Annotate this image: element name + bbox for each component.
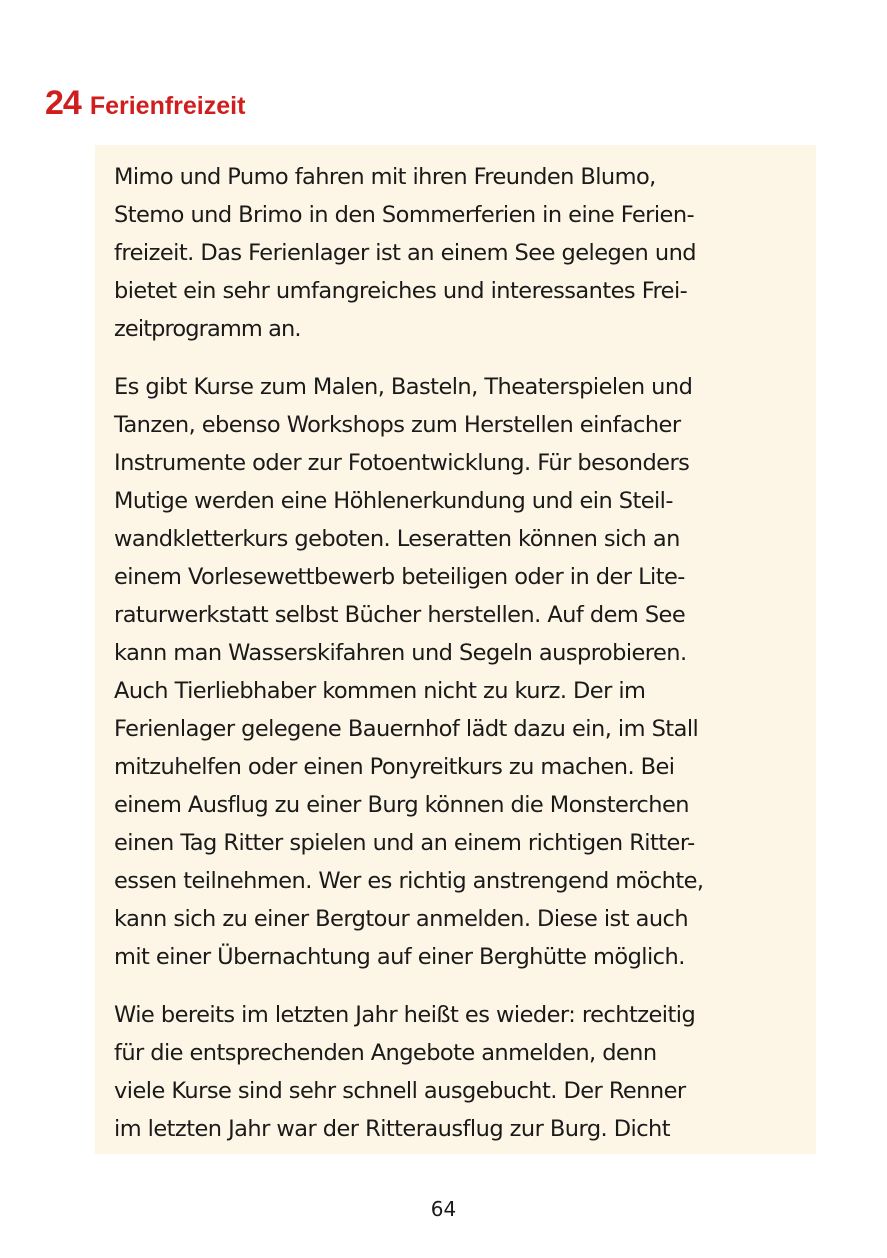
text-line: einen Tag Ritter spielen und an einem richtigen Ritter- — [114, 830, 695, 856]
paragraph-3 — [114, 996, 816, 1148]
text-line: Auch Tierliebhaber kommen nicht zu kurz. Der im — [114, 678, 646, 704]
text-line: einem Ausflug zu einer Burg können die Monsterchen — [114, 792, 689, 818]
section-heading — [45, 84, 245, 123]
text-line: essen teilnehmen. Wer es richtig anstrengend möchte, — [114, 868, 704, 894]
text-line: Instrumente oder zur Fotoentwicklung. Für besonders — [114, 450, 690, 476]
text-line: Es gibt Kurse zum Malen, Basteln, Theaterspielen und — [114, 374, 693, 400]
text-line: viele Kurse sind sehr schnell ausgebucht. Der Renner — [114, 1078, 686, 1104]
text-line: einem Vorlesewettbewerb beteiligen oder in der Lite- — [114, 564, 685, 590]
text-line: zeitprogramm an. — [114, 316, 301, 342]
text-box — [95, 145, 816, 1154]
section-number: 24 — [45, 84, 81, 122]
page-number: 64 — [430, 1197, 457, 1221]
text-line: Ferienlager gelegene Bauernhof lädt dazu ein, im Stall — [114, 716, 699, 742]
paragraph-2 — [114, 368, 816, 976]
text-line: für die entsprechenden Angebote anmelden, denn — [114, 1040, 657, 1066]
text-line: freizeit. Das Ferienlager ist an einem See gelegen und — [114, 240, 697, 266]
text-line: bietet ein sehr umfangreiches und interessantes Frei- — [114, 278, 688, 304]
text-line: kann sich zu einer Bergtour anmelden. Diese ist auch — [114, 906, 689, 932]
text-line: Mimo und Pumo fahren mit ihren Freunden Blumo, — [114, 164, 656, 190]
section-title: Ferienfreizeit — [89, 92, 246, 120]
text-line: Wie bereits im letzten Jahr heißt es wieder: rechtzeitig — [114, 1002, 696, 1028]
text-line: raturwerkstatt selbst Bücher herstellen. Auf dem See — [114, 602, 686, 628]
text-line: Mutige werden eine Höhlenerkundung und ein Steil- — [114, 488, 673, 514]
text-line: mitzuhelfen oder einen Ponyreitkurs zu machen. Bei — [114, 754, 675, 780]
text-line: im letzten Jahr war der Ritterausflug zur Burg. Dicht — [114, 1116, 671, 1142]
paragraph-1 — [114, 158, 816, 348]
text-line: Tanzen, ebenso Workshops zum Herstellen einfacher — [114, 412, 681, 438]
text-line: Stemo und Brimo in den Sommerferien in eine Ferien- — [114, 202, 695, 228]
text-line: wandkletterkurs geboten. Leseratten können sich an — [114, 526, 680, 552]
text-line: kann man Wasserskifahren und Segeln ausprobieren. — [114, 640, 687, 666]
text-line: mit einer Übernachtung auf einer Berghütte möglich. — [114, 944, 685, 970]
